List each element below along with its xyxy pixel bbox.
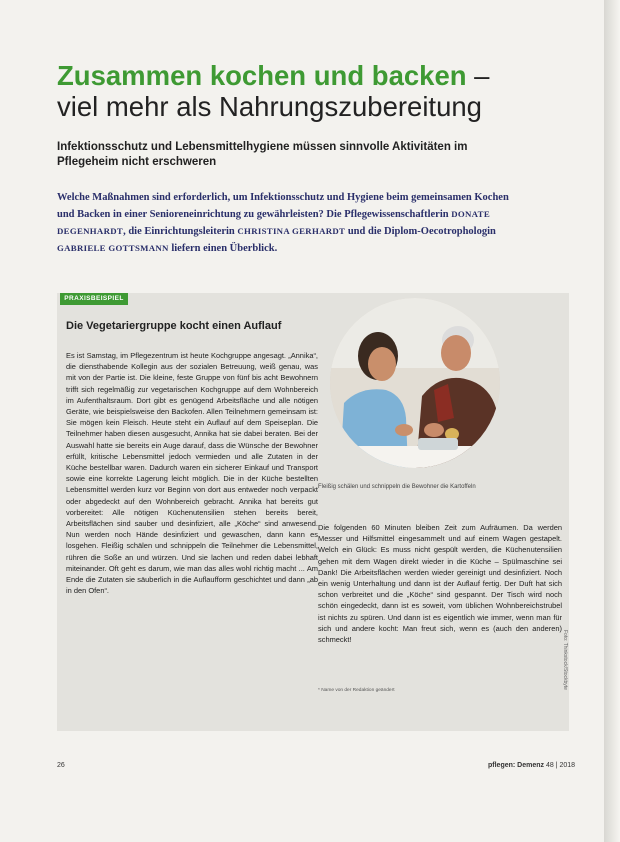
author-name: DONATE DEGENHARDT <box>57 209 491 236</box>
lead-text: und die Diplom-Oecotrophologin <box>345 226 496 237</box>
photo-illustration <box>330 298 500 468</box>
lead-text: Welche Maßnahmen sind erforderlich, um Infektionsschutz und Hygiene beim gemeinsamen Kochen und Backen in einer Senioreneinrichtung zu gewährleisten? Die Pflegewissenschaftlerin <box>57 192 509 220</box>
page-number: 26 <box>57 762 65 769</box>
article-title <box>57 60 597 122</box>
page-spine <box>604 0 620 842</box>
photo-credit: Foto: Thinkstock/Stockbyte <box>562 630 568 690</box>
author-name: GABRIELE GOTTSMANN <box>57 243 169 253</box>
section-tag: PRAXISBEISPIEL <box>60 293 128 305</box>
photo-caption: Fleißig schälen und schnippeln die Bewohner die Kartoffeln <box>318 484 476 490</box>
footnote: * Name von der Redaktion geändert <box>318 688 395 693</box>
journal-issue: 48 | 2018 <box>544 762 576 769</box>
title-green: Zusammen kochen und backen <box>57 60 467 91</box>
body-text: Die folgenden 60 Minuten bleiben Zeit zum Aufräumen. Da werden Messer und Hilfsmittel eingesammelt und auf einem Wagen gestapelt. Welch ein Glück: Es muss nicht gespült werden, die Küchenutensilien gehen mit dem Wagen direkt wieder in die Küche – Spülmaschine sei Dank! Die Arbeitsflächen werden wieder gereinigt und desinfiziert. Noch ein wenig Unterhaltung und dann ist der Auflauf fertig. Der Duft hat sich schon verbreitet und die „Köche“ sind gespannt. Der Tisch wird noch schön eingedeckt, dann ist es soweit, vom üblichen Wohnbereichstrubel ist nichts zu spüren. Und dann ist es eigentlich wie immer, wenn man für sich und andere kocht: Man freut sich, wenn es (auch den anderen) schmeckt! <box>318 523 562 645</box>
author-name: CHRISTINA GERHARDT <box>237 226 346 236</box>
body-column-left <box>66 350 318 596</box>
body-column-right <box>318 522 562 645</box>
body-text: Es ist Samstag, im Pflegezentrum ist heute Kochgruppe angesagt. „Annika“, die diensthabende Kollegin aus der sozialen Betreuung, weiß genau, was mit von der Partie ist. Die kleine, feste Gruppe von fünf bis acht Bewohnern trifft sich regelmäßig zur vegetarischen Kochgruppe auf dem Wohnbereich im Aufenthaltsraum. Dort gibt es genügend Arbeitsfläche und alle nötigen Geräte, wie beispielsweise den Backofen. Allen Teilnehmern gemeinsam ist: Sie mögen kein Fleisch. Heute steht ein Auflauf auf dem Speiseplan. Die Teilnehmer haben diesen ausgesucht, Annika hat sie dabei beraten. Bei der Auswahl hatte sie bereits ein Auge darauf, dass die Wünsche der Bewohner erfüllt, kritische Lebensmittel jedoch vermieden und alle Zutaten in der Küche bestellbar waren. Dadurch waren ein sicherer Einkauf und Transport sowie eine korrekte Lagerung leicht möglich. Die in der Küche bestellten Lebensmittel werden kurz vor Beginn von dort aus entweder noch verpackt oder abgedeckt auf den Wohnbereich gebracht. Annika hat bereits gut vorbereitet: Alle nötigen Küchenutensilien stehen bereits bereit, Arbeitsflächen sind sauber und desinfiziert, alle „Köche“ sind anwesend. Nun werden noch Hände desinfiziert und gewaschen, dann kann es losgehen. Fleißig schälen und schnippeln die Teilnehmer die Lebensmittel, rühren die Soße an und würzen. Und sie lachen und reden dabei lebhaft miteinander. Oft geht es darum, wie man das alles wohl richtig macht ... Am Ende die Zutaten sie säuberlich in die Auflaufform geschichtet und dann „ab in den Ofen“. <box>66 351 318 596</box>
lead-text: liefern einen Überblick. <box>168 243 278 254</box>
title-dash: – <box>466 60 490 91</box>
title-line2: viel mehr als Nahrungszubereitung <box>57 91 482 122</box>
cooking-photo <box>330 298 500 468</box>
article-lead <box>57 190 527 257</box>
journal-info <box>488 762 575 769</box>
article-subtitle: Infektionsschutz und Lebensmittelhygiene müssen sinnvolle Aktivitäten im Pflegeheim nicht erschweren <box>57 141 468 168</box>
box-title: Die Vegetariergruppe kocht einen Auflauf <box>66 320 282 332</box>
journal-name: pflegen: Demenz <box>488 762 545 769</box>
lead-text: , die Einrichtungsleiterin <box>123 226 238 237</box>
